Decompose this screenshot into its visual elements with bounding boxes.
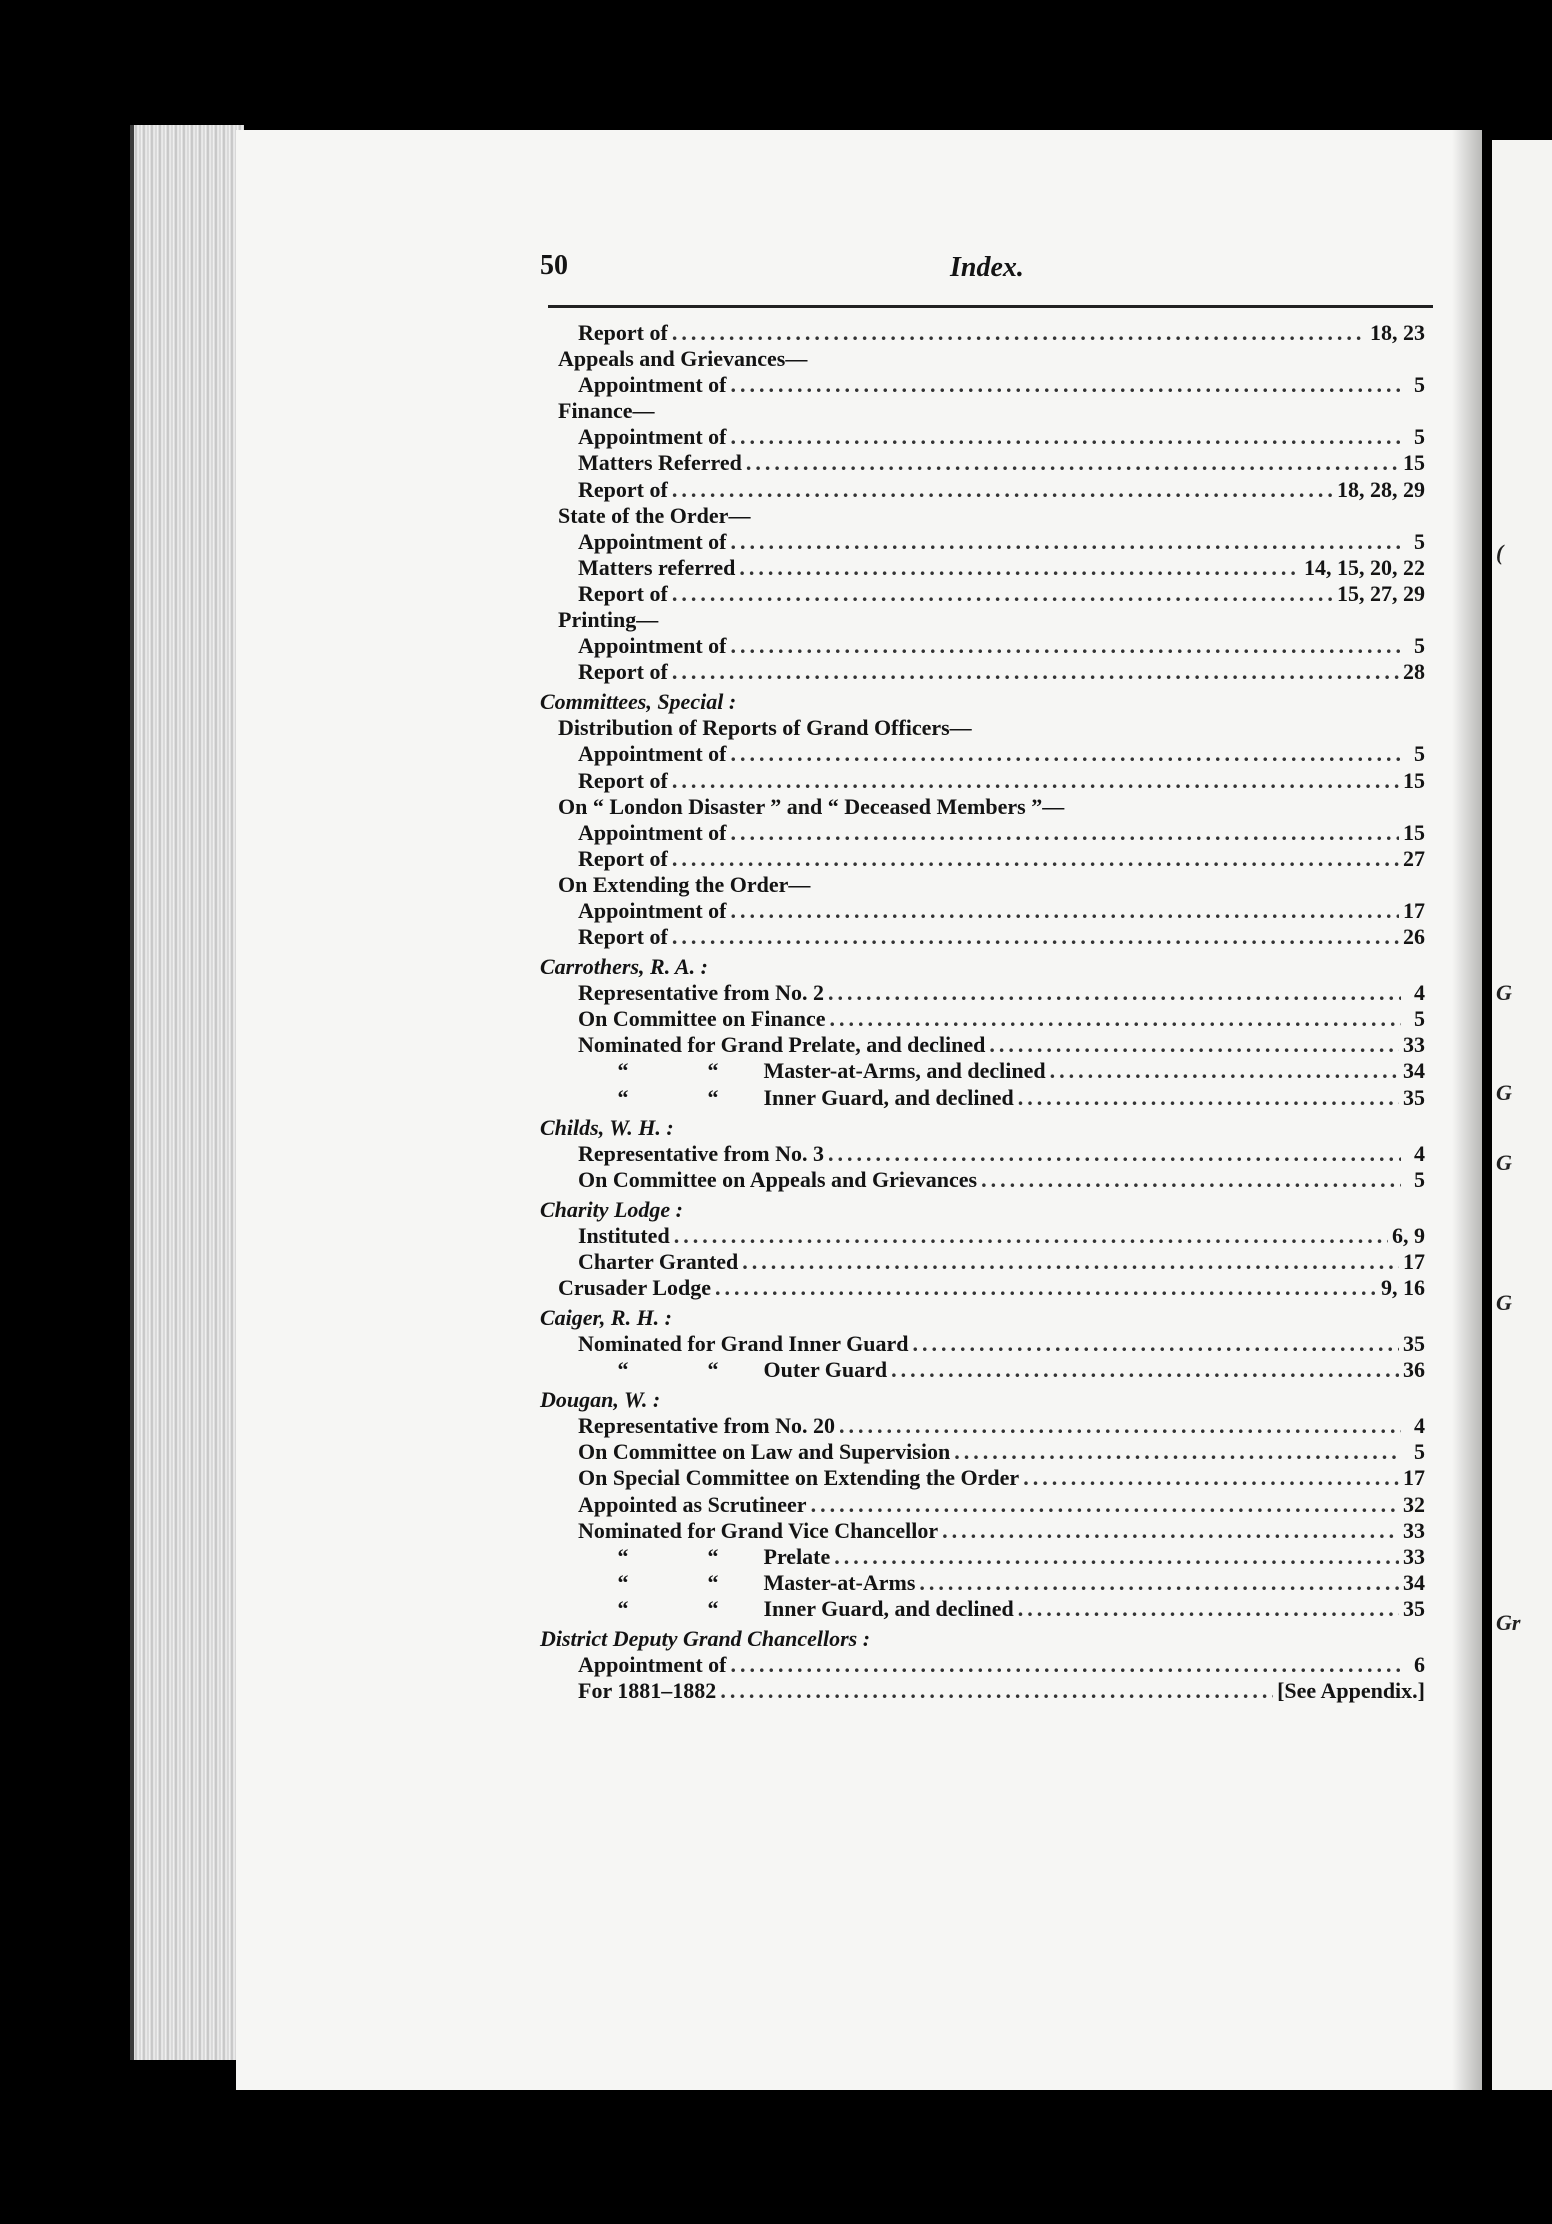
leader-dots xyxy=(672,924,1399,950)
next-page-fragment: G xyxy=(1496,1290,1512,1315)
index-entry-pages: 5 xyxy=(1414,424,1425,450)
index-entry-pages: 5 xyxy=(1414,1006,1425,1032)
next-page-fragment: G xyxy=(1496,1150,1512,1175)
index-subheading xyxy=(540,398,1425,424)
leader-dots xyxy=(839,1413,1401,1439)
index-entry-label: Appointment of xyxy=(578,424,727,450)
book-page-edges xyxy=(130,125,244,2060)
index-heading: Dougan, W. : xyxy=(540,1387,661,1413)
index-entry-pages: 18, 23 xyxy=(1370,320,1425,345)
next-page-fragment: G xyxy=(1496,1080,1512,1105)
index-entry xyxy=(540,1492,1425,1518)
index-entry-label: “ “ Inner Guard, and declined xyxy=(578,1596,1014,1622)
leader-dots xyxy=(1023,1465,1399,1491)
index-entry xyxy=(540,1678,1425,1704)
index-entry-pages: 35 xyxy=(1403,1331,1425,1357)
index-entry-label: “ “ Master-at-Arms xyxy=(578,1570,915,1596)
index-entry-label: Appointment of xyxy=(578,897,727,923)
index-subheading-label: On “ London Disaster ” and “ Deceased Members ”— xyxy=(558,793,1065,819)
running-title: Index. xyxy=(950,252,1024,283)
index-entry xyxy=(540,529,1425,555)
index-entry-pages: 5 xyxy=(1414,1439,1425,1465)
index-entry-pages: 17 xyxy=(1403,897,1425,923)
leader-dots xyxy=(834,1544,1399,1570)
index-entry-pages: 15 xyxy=(1403,450,1425,476)
index-heading: Committees, Special : xyxy=(540,689,737,715)
leader-dots xyxy=(829,1006,1401,1032)
leader-dots xyxy=(989,1032,1399,1058)
index-subheading-label: Finance— xyxy=(558,398,655,424)
leader-dots xyxy=(731,424,1401,450)
index-subheading-label: On Extending the Order— xyxy=(558,871,811,897)
leader-dots xyxy=(731,898,1399,924)
index-entry-pages: 33 xyxy=(1403,1032,1425,1058)
index-entry xyxy=(540,980,1425,1006)
next-page-fragment: Gr xyxy=(1496,1610,1521,1635)
next-page-fragment: G xyxy=(1496,980,1512,1005)
index-entry xyxy=(540,741,1425,767)
index-entry-pages: 6, 9 xyxy=(1392,1222,1425,1248)
index-entry-label: “ “ Inner Guard, and declined xyxy=(578,1085,1014,1111)
index-entry xyxy=(540,898,1425,924)
leader-dots xyxy=(1018,1596,1399,1622)
page-header xyxy=(540,250,1435,296)
ditto-mark: “ xyxy=(617,1357,629,1383)
leader-dots xyxy=(672,320,1366,346)
index-entry-pages: 5 xyxy=(1414,741,1425,767)
index-entry-pages: 18, 28, 29 xyxy=(1337,476,1425,502)
index-entry-pages: 17 xyxy=(1403,1465,1425,1491)
index-entry-pages: 35 xyxy=(1403,1595,1425,1621)
ditto-mark: “ xyxy=(617,1058,629,1084)
ditto-mark: “ xyxy=(707,1569,719,1595)
leader-dots xyxy=(672,477,1333,503)
index-entry xyxy=(540,846,1425,872)
index-entry-pages: 4 xyxy=(1414,1413,1425,1439)
ditto-mark: “ xyxy=(617,1569,629,1595)
index-entry-pages: 6 xyxy=(1414,1652,1425,1678)
index-entry-label: Matters Referred xyxy=(578,450,742,476)
ditto-mark: “ xyxy=(707,1084,719,1110)
index-entry xyxy=(540,1544,1425,1570)
index-entry xyxy=(540,1357,1425,1383)
index-entry xyxy=(540,1085,1425,1111)
index-entry-label: On Committee on Law and Supervision xyxy=(578,1439,951,1465)
leader-dots xyxy=(891,1357,1399,1383)
index-entry-label: Crusader Lodge xyxy=(558,1275,711,1300)
index-subheading xyxy=(540,872,1425,898)
index-entry-pages: 15, 27, 29 xyxy=(1337,580,1425,606)
index-entry xyxy=(540,924,1425,950)
index-entry-pages: 34 xyxy=(1403,1569,1425,1595)
index-entry-label: Report of xyxy=(578,767,668,793)
next-page-strip xyxy=(1492,140,1552,2090)
index-entry-label: “ “ Master-at-Arms, and declined xyxy=(578,1058,1046,1084)
index-entry-label: Representative from No. 2 xyxy=(578,980,825,1006)
index-entry-pages: 15 xyxy=(1403,767,1425,793)
index-heading: Caiger, R. H. : xyxy=(540,1305,673,1331)
leader-dots xyxy=(672,768,1399,794)
leader-dots xyxy=(672,659,1399,685)
leader-dots xyxy=(746,450,1399,476)
index-entry xyxy=(540,1518,1425,1544)
index-entry-pages: 26 xyxy=(1403,924,1425,950)
leader-dots xyxy=(720,1678,1273,1704)
index-entry xyxy=(540,320,1425,346)
leader-dots xyxy=(1050,1058,1399,1084)
ditto-mark: “ xyxy=(707,1357,719,1383)
index-entry-label: Matters referred xyxy=(578,554,736,580)
index-entry-label: “ “ Outer Guard xyxy=(578,1357,887,1383)
index-entry-pages: 34 xyxy=(1403,1058,1425,1084)
index-entry-label: “ “ Prelate xyxy=(578,1544,830,1570)
leader-dots xyxy=(954,1439,1401,1465)
leader-dots xyxy=(731,1652,1401,1678)
index-subheading-label: State of the Order— xyxy=(558,502,751,528)
index-entry xyxy=(540,1465,1425,1491)
index-entry-pages: 14, 15, 20, 22 xyxy=(1304,554,1425,580)
index-entry xyxy=(540,555,1425,581)
leader-dots xyxy=(674,1223,1388,1249)
index-heading: Carrothers, R. A. : xyxy=(540,954,708,980)
leader-dots xyxy=(731,820,1399,846)
index-entry-pages: 32 xyxy=(1403,1491,1425,1517)
leader-dots xyxy=(731,741,1401,767)
ditto-mark: “ xyxy=(617,1084,629,1110)
index-entry xyxy=(540,1596,1425,1622)
index-entry xyxy=(540,424,1425,450)
index-entry-label: Nominated for Grand Vice Chancellor xyxy=(578,1517,939,1543)
ditto-mark: “ xyxy=(617,1543,629,1569)
index-entry-label: Nominated for Grand Prelate, and declined xyxy=(578,1032,986,1058)
index-entry xyxy=(540,1058,1425,1084)
index-entry xyxy=(540,1141,1425,1167)
index-entry-label: Appointment of xyxy=(578,1652,727,1678)
index-subheading xyxy=(540,607,1425,633)
index-entry-pages: 5 xyxy=(1414,1166,1425,1192)
index-entry xyxy=(540,1275,1425,1301)
index-entry-pages: 27 xyxy=(1403,845,1425,871)
index-subheading xyxy=(540,794,1425,820)
index-heading: Childs, W. H. : xyxy=(540,1114,674,1140)
leader-dots xyxy=(1018,1085,1399,1111)
index-entry xyxy=(540,450,1425,476)
index-entry xyxy=(540,1032,1425,1058)
index-entry-pages: 36 xyxy=(1403,1357,1425,1383)
index-entry-pages: 28 xyxy=(1403,659,1425,685)
index-entry-pages: 35 xyxy=(1403,1084,1425,1110)
index-entry-pages: 17 xyxy=(1403,1248,1425,1274)
leader-dots xyxy=(942,1518,1399,1544)
index-entry-label: Appointment of xyxy=(578,819,727,845)
leader-dots xyxy=(731,372,1401,398)
index-entry xyxy=(540,1006,1425,1032)
index-heading: Charity Lodge : xyxy=(540,1196,683,1222)
index-entry-label: Appointment of xyxy=(578,372,727,398)
index-entry xyxy=(540,1413,1425,1439)
index-entry xyxy=(540,581,1425,607)
leader-dots xyxy=(828,980,1401,1006)
index-entry xyxy=(540,1570,1425,1596)
index-entry-label: Appointment of xyxy=(578,633,727,659)
index-entry-pages: 4 xyxy=(1414,980,1425,1006)
leader-dots xyxy=(981,1167,1401,1193)
index-list xyxy=(540,320,1425,1704)
index-entry xyxy=(540,372,1425,398)
index-entry-label: For 1881–1882 xyxy=(578,1678,717,1704)
index-subheading xyxy=(540,503,1425,529)
index-entry-label: Appointed as Scrutineer xyxy=(578,1491,807,1517)
next-page-fragment: ( xyxy=(1496,540,1504,565)
index-entry-label: On Special Committee on Extending the Order xyxy=(578,1465,1020,1491)
index-entry-pages: 4 xyxy=(1414,1140,1425,1166)
index-entry-pages: 5 xyxy=(1414,372,1425,398)
index-heading: District Deputy Grand Chancellors : xyxy=(540,1626,871,1652)
leader-dots xyxy=(731,633,1401,659)
leader-dots xyxy=(919,1570,1399,1596)
index-entry-pages: 5 xyxy=(1414,633,1425,659)
index-entry xyxy=(540,659,1425,685)
index-entry-label: On Committee on Finance xyxy=(578,1006,826,1032)
index-entry xyxy=(540,1167,1425,1193)
index-entry-label: Representative from No. 20 xyxy=(578,1413,836,1439)
leader-dots xyxy=(828,1141,1401,1167)
index-entry-label: On Committee on Appeals and Grievances xyxy=(578,1166,978,1192)
leader-dots xyxy=(731,529,1401,555)
leader-dots xyxy=(912,1331,1399,1357)
index-entry xyxy=(540,633,1425,659)
ditto-mark: “ xyxy=(707,1595,719,1621)
index-subheading-label: Appeals and Grievances— xyxy=(558,346,808,372)
leader-dots xyxy=(715,1275,1377,1301)
leader-dots xyxy=(672,846,1399,872)
index-entry xyxy=(540,1652,1425,1678)
index-entry-label: Report of xyxy=(578,476,668,502)
index-entry-label: Appointment of xyxy=(578,741,727,767)
index-entry-pages: 9, 16 xyxy=(1381,1275,1425,1300)
index-subheading xyxy=(540,715,1425,741)
index-entry-pages: 33 xyxy=(1403,1543,1425,1569)
index-entry-label: Representative from No. 3 xyxy=(578,1140,825,1166)
index-subheading-label: Printing— xyxy=(558,607,659,633)
index-subheading xyxy=(540,346,1425,372)
index-entry xyxy=(540,1331,1425,1357)
index-entry-label: Instituted xyxy=(578,1222,670,1248)
leader-dots xyxy=(811,1492,1399,1518)
index-entry-label: Report of xyxy=(578,659,668,685)
ditto-mark: “ xyxy=(707,1543,719,1569)
index-entry-pages: 33 xyxy=(1403,1517,1425,1543)
index-entry-label: Report of xyxy=(578,924,668,950)
index-entry-pages: [See Appendix.] xyxy=(1277,1678,1425,1704)
index-entry xyxy=(540,1249,1425,1275)
index-entry-pages: 15 xyxy=(1403,819,1425,845)
index-entry-label: Nominated for Grand Inner Guard xyxy=(578,1331,909,1357)
index-entry-label: Report of xyxy=(578,580,668,606)
leader-dots xyxy=(742,1249,1399,1275)
index-entry-pages: 5 xyxy=(1414,528,1425,554)
ditto-mark: “ xyxy=(707,1058,719,1084)
ditto-mark: “ xyxy=(617,1595,629,1621)
index-entry xyxy=(540,768,1425,794)
index-entry-label: Report of xyxy=(578,320,668,345)
index-entry-label: Charter Granted xyxy=(578,1248,739,1274)
leader-dots xyxy=(672,581,1333,607)
header-rule xyxy=(548,305,1433,308)
index-entry-label: Appointment of xyxy=(578,528,727,554)
page-number: 50 xyxy=(540,250,568,281)
index-subheading-label: Distribution of Reports of Grand Officers— xyxy=(558,715,972,741)
index-entry-label: Report of xyxy=(578,845,668,871)
index-entry xyxy=(540,1439,1425,1465)
index-entry xyxy=(540,820,1425,846)
index-entry xyxy=(540,1223,1425,1249)
leader-dots xyxy=(739,555,1300,581)
index-entry xyxy=(540,477,1425,503)
